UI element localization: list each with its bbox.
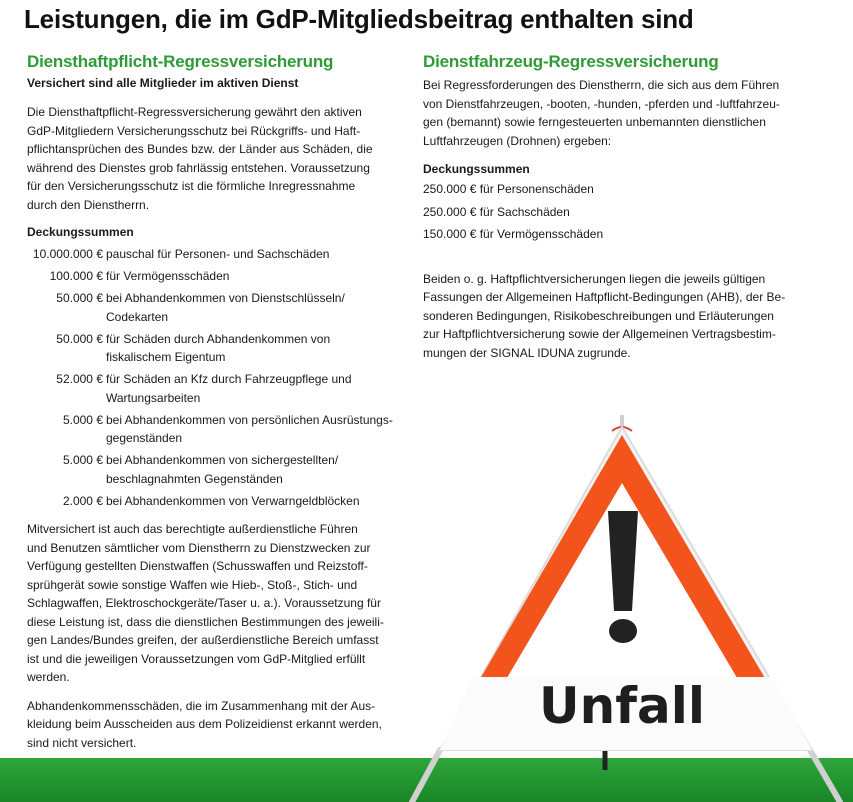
coverage-row [27, 492, 399, 511]
intro-paragraph [27, 103, 399, 214]
text-line: Die Diensthaftpflicht-Regressversicherung gewährt den aktiven [27, 105, 362, 119]
coverage-desc: für Schäden an Kfz durch Fahrzeugpflege und Wartungsarbeiten [106, 372, 352, 405]
text-line: gen Landes/Bundes greifen, der außerdienstliche Bereich umfasst [27, 633, 379, 647]
text-line: kleidung beim Ausscheiden aus dem Polizeidienst erkannt werden, [27, 717, 382, 731]
coverage-desc: bei Abhandenkommen von Verwarngeldblöcken [106, 493, 360, 508]
text-line: werden. [27, 670, 70, 684]
page-title: Leistungen, die im GdP-Mitgliedsbeitrag enthalten sind [24, 4, 694, 34]
text-line: während des Dienstes grob fahrlässig entstehen. Voraussetzung [27, 160, 370, 175]
coverage-row [27, 330, 399, 367]
section-subheading: Versichert sind alle Mitglieder im aktiven Dienst [27, 76, 299, 90]
section-heading-dienstfahrzeug: Dienstfahrzeug-Regressversicherung [423, 52, 719, 71]
coverage-amount: 50.000 € [56, 291, 103, 305]
text-line: ist und die jeweiligen Voraussetzungen vom GdP-Mitglied erfüllt [27, 651, 366, 666]
coverage-row [27, 370, 399, 407]
coverage-item: 250.000 € für Sachschäden [423, 204, 570, 219]
coverage-row [27, 451, 399, 488]
text-line: gen (bemannt) sowie ferngesteuerten unbemannten dienstlichen [423, 115, 766, 129]
coinsured-paragraph [27, 520, 399, 687]
right-column [423, 52, 823, 362]
coverage-desc: bei Abhandenkommen von Dienstschlüsseln/ Codekarten [106, 291, 345, 324]
text-line: und Benutzen sämtlicher vom Dienstherrn zu Dienstzwecken zur [27, 540, 371, 555]
text-line: diese Leistung ist, dass die dienstlichen Bestimmungen des jeweili- [27, 614, 384, 629]
coverage-amount: 52.000 € [56, 372, 103, 386]
coverage-heading: Deckungssummen [423, 162, 530, 176]
warning-exclamation-icon [608, 511, 638, 643]
sign-text: Unfall [539, 677, 705, 735]
text-line: durch den Dienstherrn. [27, 197, 150, 212]
coverage-amount: 5.000 € [62, 453, 103, 467]
coverage-desc: für Schäden durch Abhandenkommen von fiskalischem Eigentum [106, 331, 331, 364]
coverage-desc: bei Abhandenkommen von sichergestellten/ beschlagnahmten Gegenständen [106, 453, 339, 486]
section-heading-diensthaftpflicht: Diensthaftpflicht-Regressversicherung [27, 52, 334, 71]
coverage-list [27, 245, 399, 510]
text-line: sprühgerät sowie sonstige Waffen wie Hieb-, Stoß-, Stich- und [27, 577, 358, 592]
coverage-amount: 2.000 € [62, 493, 103, 508]
text-line: Bei Regressforderungen des Dienstherrn, die sich aus dem Führen [423, 78, 780, 92]
coverage-row [27, 245, 399, 264]
text-line: zur Haftpflichtversicherung sowie der Allgemeinen Vertragsbestim- [423, 327, 776, 341]
text-line: Verfügung gestellten Dienstwaffen (Schusswaffen und Reizstoff- [27, 559, 368, 573]
text-line: pflichtansprüchen des Bundes bzw. der Länder aus Schäden, die [27, 142, 373, 156]
coverage-row [27, 411, 399, 448]
text-line: Beiden o. g. Haftpflichtversicherungen liegen die jeweils gültigen [423, 271, 766, 286]
text-line: mungen der SIGNAL IDUNA zugrunde. [423, 345, 631, 360]
coverage-desc: pauschal für Personen- und Sachschäden [106, 247, 330, 261]
text-line: sind nicht versichert. [27, 735, 137, 750]
coverage-row [27, 289, 399, 326]
text-line: Mitversichert ist auch das berechtigte außerdienstliche Führen [27, 522, 358, 536]
basis-paragraph [423, 270, 823, 363]
coverage-amount: 100.000 € [49, 269, 103, 283]
coverage-heading: Deckungssummen [27, 225, 134, 239]
left-column [27, 52, 399, 752]
intro-paragraph [423, 76, 823, 150]
loss-paragraph [27, 697, 399, 753]
coverage-item: 250.000 € für Personenschäden [423, 182, 594, 196]
text-line: von Dienstfahrzeugen, -booten, -hunden, -pferden und -luftfahrzeu- [423, 96, 780, 111]
text-line: Schlagwaffen, Elektroschockgeräte/Taser u. a.). Voraussetzung für [27, 596, 381, 610]
text-line: GdP-Mitgliedern Versicherungsschutz bei Rückgriffs- und Haft- [27, 123, 361, 138]
coverage-desc: bei Abhandenkommen von persönlichen Ausrüstungs-gegenständen [106, 412, 393, 445]
coverage-item: 150.000 € für Vermögensschäden [423, 227, 604, 241]
coverage-amount: 50.000 € [56, 331, 103, 346]
coverage-row [27, 267, 399, 286]
accident-warning-sign [400, 405, 853, 802]
text-line: Fassungen der Allgemeinen Haftpflicht-Bedingungen (AHB), der Be- [423, 290, 786, 304]
coverage-desc: für Vermögensschäden [106, 269, 230, 283]
coverage-amount: 5.000 € [62, 412, 103, 427]
text-line: Luftfahrzeugen (Drohnen) ergeben: [423, 133, 612, 148]
text-line: für den Versicherungsschutz ist die förmliche Inregressnahme [27, 179, 356, 193]
text-line: sonderen Bedingungen, Risikobeschreibungen und Erläuterungen [423, 308, 774, 323]
text-line: Abhandenkommensschäden, die im Zusammenhang mit der Aus- [27, 698, 376, 713]
coverage-amount: 10.000.000 € [32, 247, 103, 261]
